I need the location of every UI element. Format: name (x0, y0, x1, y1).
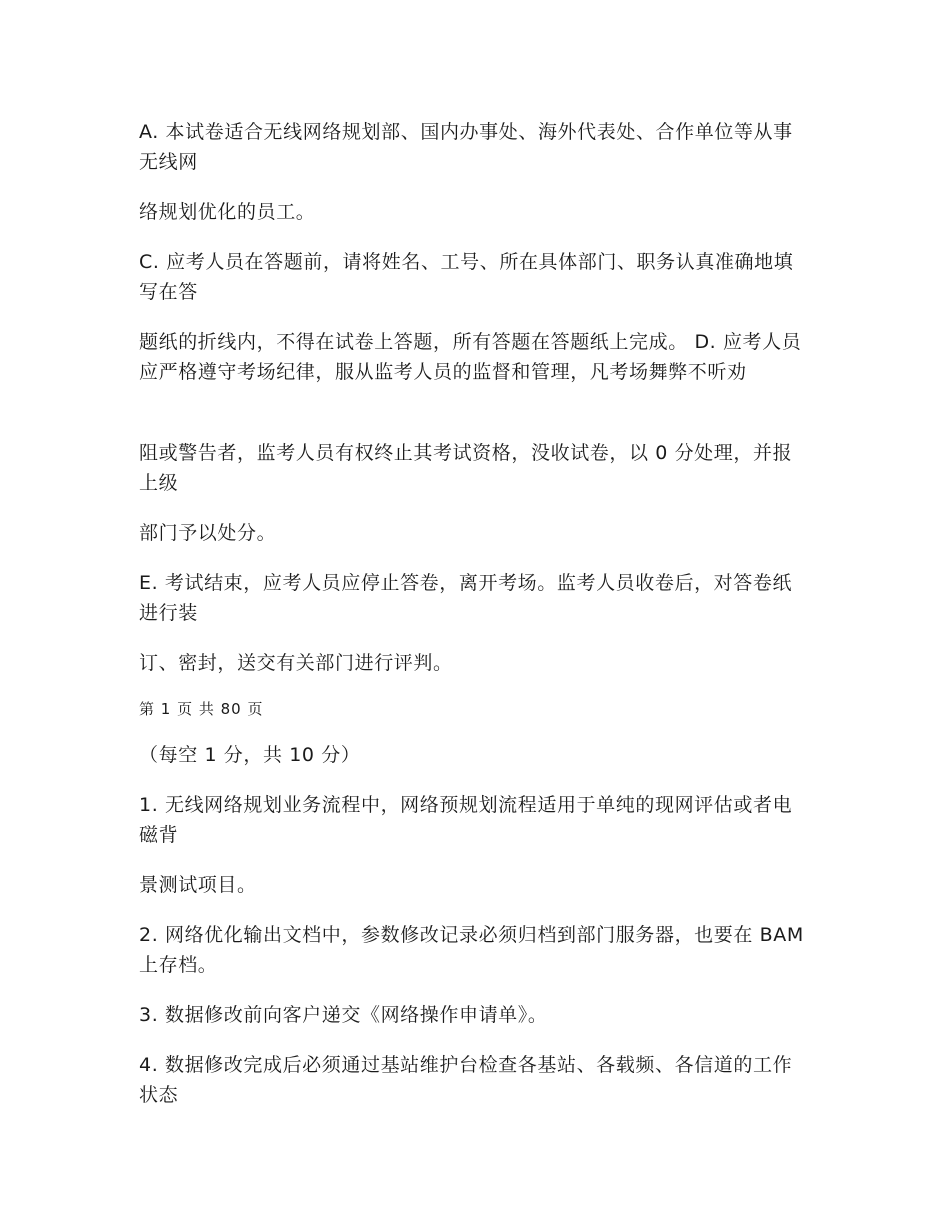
instruction-c-continued-d: 题纸的折线内，不得在试卷上答题，所有答题在答题纸上完成。 D. 应考人员应严格遵守考场纪律，服从监考人员的监督和管理，凡考场舞弊不听劝 (139, 331, 802, 383)
question-3: 3. 数据修改前向客户递交《网络操作申请单》。 (139, 1004, 548, 1026)
question-1-continued: 景测试项目。 (139, 874, 257, 896)
question-1: 1. 无线网络规划业务流程中，网络预规划流程适用于单纯的现网评估或者电磁背 (139, 794, 793, 846)
instruction-d-continued: 阻或警告者，监考人员有权终止其考试资格，没收试卷，以 0 分处理，并报上级 (139, 442, 793, 494)
page-number: 第 1 页 共 80 页 (139, 700, 264, 718)
instruction-d-end: 部门予以处分。 (139, 522, 277, 544)
instruction-a-continued: 络规划优化的员工。 (139, 201, 316, 223)
instruction-e-continued: 订、密封，送交有关部门进行评判。 (139, 652, 453, 674)
question-4: 4. 数据修改完成后必须通过基站维护台检查各基站、各载频、各信道的工作状态 (139, 1054, 793, 1106)
instruction-a: A. 本试卷适合无线网络规划部、国内办事处、海外代表处、合作单位等从事无线网 (139, 121, 793, 173)
question-2: 2. 网络优化输出文档中，参数修改记录必须归档到部门服务器，也要在 BAM 上存档。 (139, 924, 804, 976)
instruction-e: E. 考试结束，应考人员应停止答卷，离开考场。监考人员收卷后，对答卷纸进行装 (139, 572, 793, 624)
instruction-c: C. 应考人员在答题前，请将姓名、工号、所在具体部门、职务认真准确地填写在答 (139, 251, 794, 303)
section-header: （每空 1 分，共 10 分） (139, 744, 361, 766)
